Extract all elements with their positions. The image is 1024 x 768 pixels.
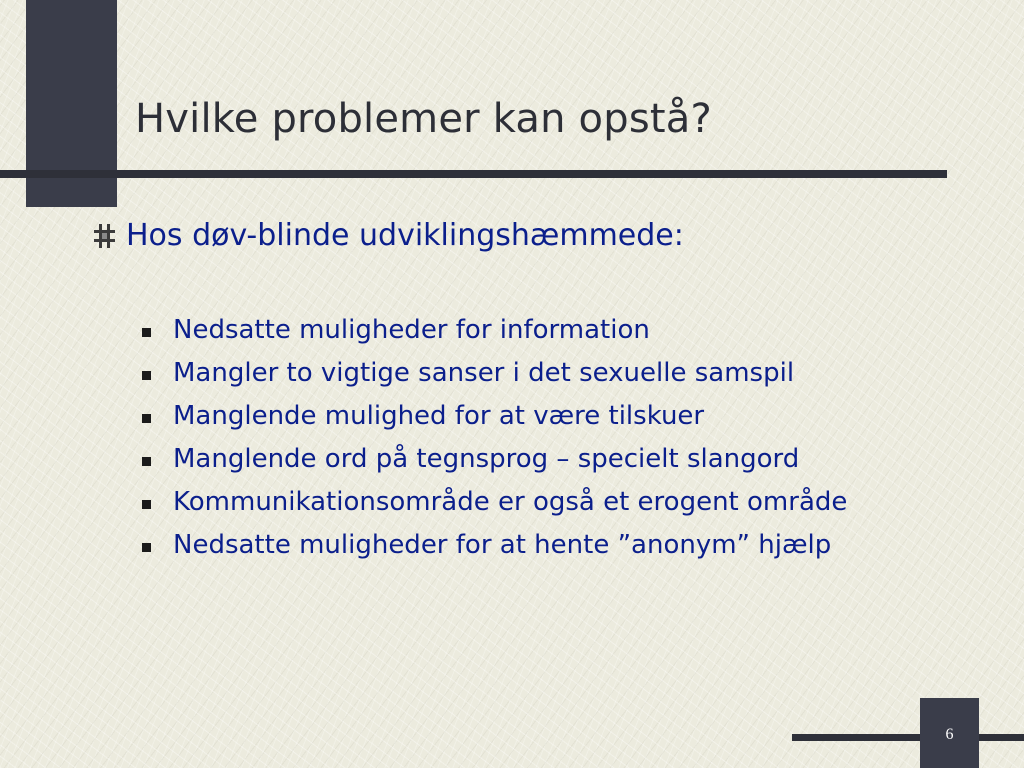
list-item-text: Nedsatte muligheder for at hente ”anonym” hjælp [173,530,832,560]
title-divider [0,170,947,178]
footer-divider [792,734,1024,741]
square-bullet-icon [142,543,151,552]
list-item-text: Kommunikationsområde er også et erogent område [173,487,848,517]
list-item [140,484,940,521]
list-item-text: Manglende mulighed for at være tilskuer [173,401,705,431]
main-point [90,218,684,253]
list-item [140,355,940,392]
hash-bullet-graphic [90,221,120,251]
hash-bullet-icon [90,221,120,251]
page-number: 6 [945,726,954,743]
square-bullet-icon [142,328,151,337]
list-item [140,312,940,349]
square-bullet-icon [142,500,151,509]
square-bullet-icon [142,414,151,423]
slide-title: Hvilke problemer kan opstå? [135,96,712,142]
main-point-text: Hos døv-blinde udviklingshæmmede: [126,218,684,253]
list-item-text: Manglende ord på tegnsprog – specielt slangord [173,444,800,474]
list-item [140,441,940,478]
list-item [140,398,940,435]
list-item-text: Mangler to vigtige sanser i det sexuelle samspil [173,358,795,388]
list-item [140,527,940,564]
square-bullet-icon [142,371,151,380]
sub-point-list [140,312,940,570]
list-item-text: Nedsatte muligheder for information [173,315,650,345]
square-bullet-icon [142,457,151,466]
